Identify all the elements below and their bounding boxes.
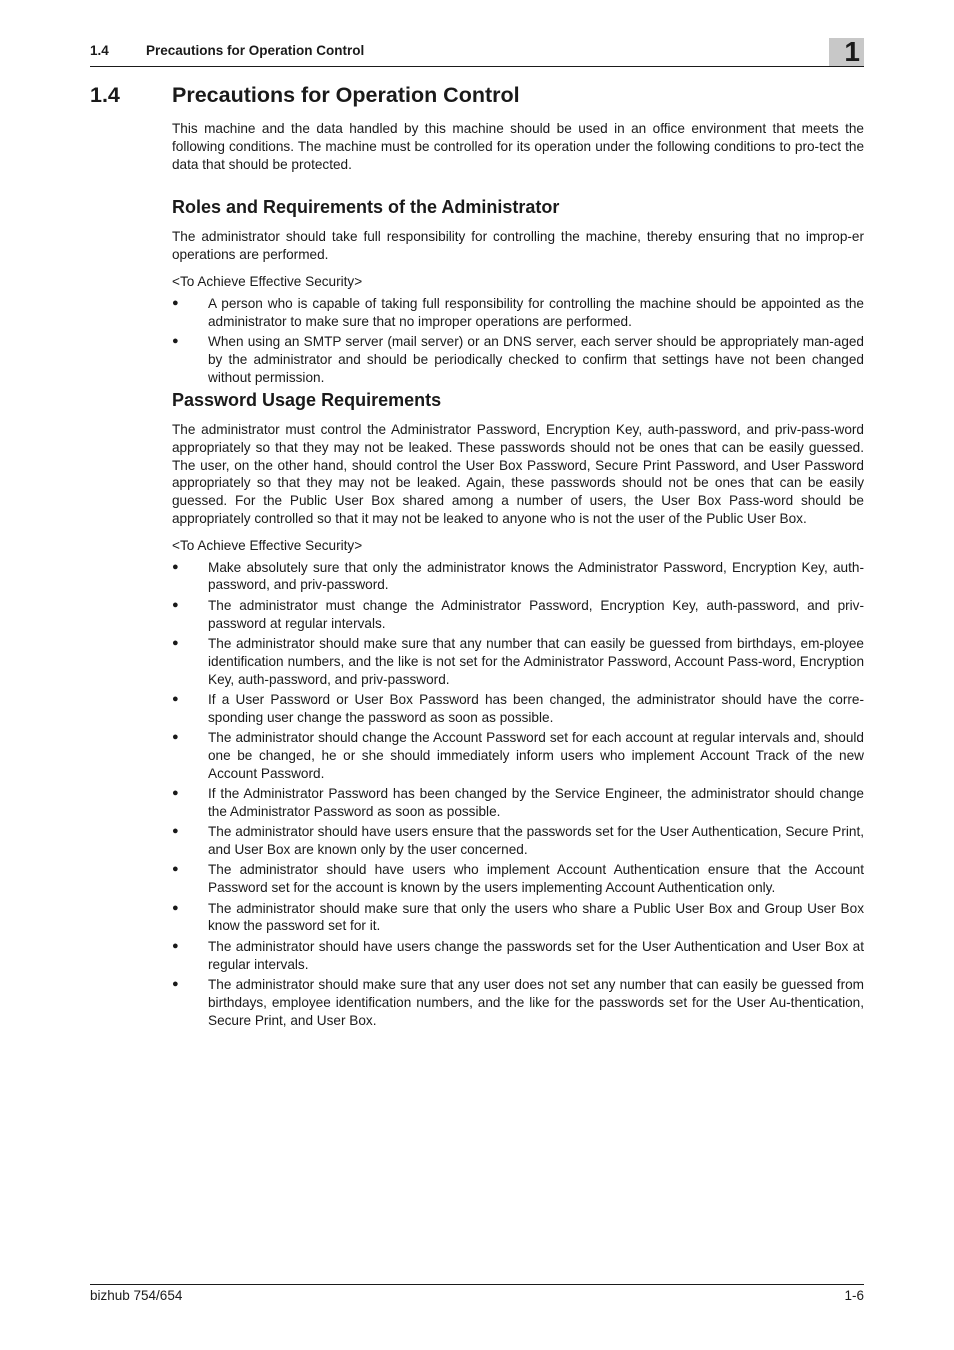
section-number: 1.4 [90, 83, 120, 107]
bullet-icon: ● [172, 863, 179, 876]
password-bullet-list [172, 559, 864, 1030]
password-achieve-label: <To Achieve Effective Security> [172, 537, 363, 553]
list-item [172, 597, 864, 633]
list-item [172, 635, 864, 688]
bullet-icon: ● [172, 692, 179, 705]
list-item-text: The administrator should make sure that any number that can easily be guessed from birthdays, em-ployee identification numbers, and the like is not set for the Administrator Password, Account Pass-word, Encryption Key, auth-password, and priv-password. [208, 635, 864, 687]
bullet-icon: ● [172, 560, 179, 573]
bullet-icon: ● [172, 825, 179, 838]
list-item [172, 559, 864, 595]
header-section-title: Precautions for Operation Control [146, 43, 365, 58]
list-item [172, 900, 864, 936]
password-paragraph: The administrator must control the Administrator Password, Encryption Key, auth-password, and priv-pass-word appropriately so that they may not be leaked. These passwords should not be ones that can be easily guessed. The user, on the other hand, should control the User Box Password, Secure Print Password, and User Password appropriately so that they may not be leaked. Again, these passwords should not be ones that can be easily guessed. For the Public User Box shared among a number of users, the User Box Pass-word should be appropriately controlled so that it may not be leaked to anyone who is not the user of the Public User Box. [172, 421, 864, 526]
list-item [172, 691, 864, 727]
roles-heading: Roles and Requirements of the Administrator [172, 197, 560, 218]
roles-achieve-label: <To Achieve Effective Security> [172, 273, 363, 289]
list-item [172, 976, 864, 1029]
bullet-icon: ● [172, 901, 179, 914]
bullet-icon: ● [172, 939, 179, 952]
bullet-icon: ● [172, 636, 179, 649]
page-content [172, 120, 864, 1032]
roles-bullet-list [172, 295, 864, 387]
header-section-number: 1.4 [90, 43, 109, 58]
footer-model: bizhub 754/654 [90, 1288, 183, 1303]
list-item-text: The administrator should have users who implement Account Authentication ensure that the Account Password set for the account is known by the users implementing Account Authentication only. [208, 862, 864, 896]
list-item [172, 938, 864, 974]
list-item-text: The administrator must change the Administrator Password, Encryption Key, auth-password, and priv-password at regular intervals. [208, 597, 864, 631]
list-item-text: If the Administrator Password has been changed by the Service Engineer, the administrator should change the Administrator Password as soon as possible. [208, 786, 864, 819]
list-item-text: When using an SMTP server (mail server) or an DNS server, each server should be appropriately man-aged by the administrator and should be periodically checked to confirm that settings have not been changed without permission. [208, 333, 864, 385]
bullet-icon: ● [172, 731, 179, 744]
bullet-icon: ● [172, 787, 179, 800]
bullet-icon: ● [172, 296, 179, 309]
chapter-tab [829, 38, 864, 66]
bullet-icon: ● [172, 334, 179, 347]
list-item [172, 333, 864, 386]
intro-paragraph: This machine and the data handled by this machine should be used in an office environment that meets the following conditions. The machine must be controlled for its operation under the following conditions to pro-tect the data that should be protected. [172, 121, 864, 172]
list-item-text: Make absolutely sure that only the administrator knows the Administrator Password, Encryption Key, auth-password, and priv-password. [208, 559, 864, 593]
chapter-number: 1 [844, 36, 860, 67]
bullet-icon: ● [172, 978, 179, 990]
list-item-text: The administrator should make sure that only the users who share a Public User Box and Group User Box know the password set for it. [208, 900, 864, 934]
list-item [172, 823, 864, 859]
roles-paragraph: The administrator should take full responsibility for controlling the machine, thereby ensuring that no improp-er operations are performed. [172, 229, 864, 263]
page-footer [90, 1284, 864, 1303]
list-item-text: A person who is capable of taking full responsibility for controlling the machine should be appointed as the administrator to make sure that no improper operations are performed. [208, 295, 864, 329]
list-item-text: The administrator should have users change the passwords set for the User Authentication and User Box at regular intervals. [208, 938, 864, 972]
list-item-text: The administrator should have users ensure that the passwords set for the User Authentication, Secure Print, and User Box are known only by the user concerned. [208, 824, 864, 858]
section-title: Precautions for Operation Control [172, 83, 520, 107]
list-item [172, 785, 864, 821]
password-heading: Password Usage Requirements [172, 389, 442, 410]
bullet-icon: ● [172, 598, 179, 611]
list-item [172, 295, 864, 331]
list-item-text: The administrator should change the Account Password set for each account at regular intervals and, should one be changed, he or she should immediately inform users who implement Account Track of the new Account Password. [208, 730, 864, 781]
list-item [172, 729, 864, 782]
footer-page-number: 1-6 [844, 1288, 864, 1303]
running-header [90, 40, 864, 67]
list-item [172, 861, 864, 897]
list-item-text: The administrator should make sure that any user does not set any number that can easily be guessed from birthdays, employee identification numbers, and the like for the passwords set for the User Au-thentication, Secure Print, and User Box. [208, 977, 864, 1028]
list-item-text: If a User Password or User Box Password has been changed, the administrator should have the corre-sponding user change the password as soon as possible. [208, 691, 864, 725]
